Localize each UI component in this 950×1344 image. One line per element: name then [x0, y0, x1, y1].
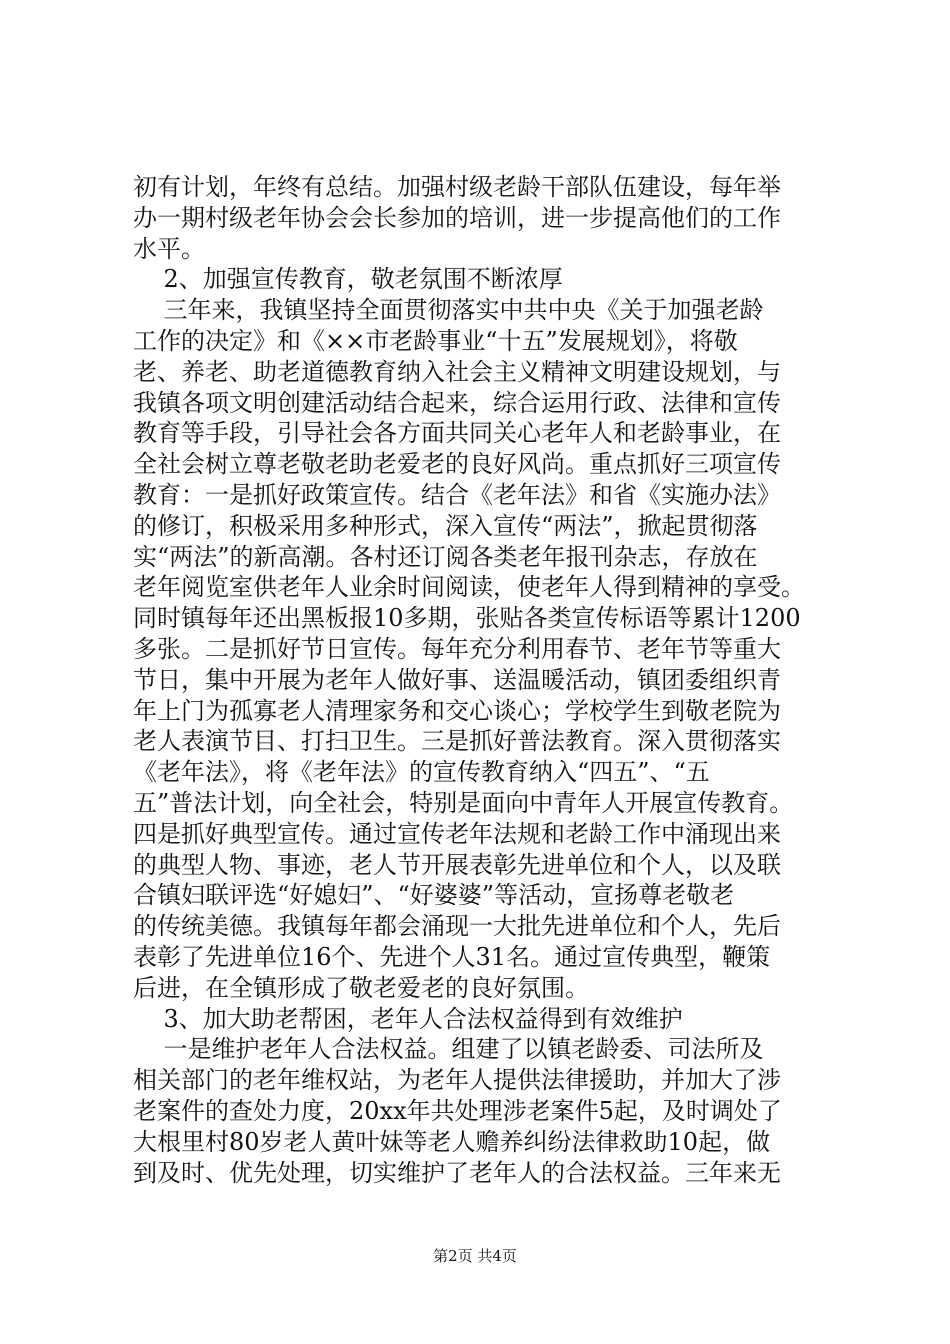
text-line: 表彰了先进单位16个、先进个人31名。通过宣传典型，鞭策 [133, 942, 771, 971]
text-line: 到及时、优先处理，切实维护了老年人的合法权益。三年来无 [133, 1158, 781, 1187]
text-line: 四是抓好典型宣传。通过宣传老年法规和老龄工作中涌现出来 [133, 819, 781, 848]
text-line: 《老年法》，将《老年法》的宣传教育纳入“四五”、“五 [133, 758, 710, 787]
text-line: 的修订，积极采用多种形式，深入宣传“两法”，掀起贯彻落 [133, 511, 758, 540]
text-line: 节日，集中开展为老年人做好事、送温暖活动，镇团委组织青 [133, 665, 781, 694]
text-line: 初有计划，年终有总结。加强村级老龄干部队伍建设，每年举 [133, 173, 781, 201]
text-line: 教育等手段，引导社会各方面共同关心老年人和老龄事业，在 [133, 419, 781, 448]
page-footer [0, 1246, 950, 1266]
text-line: 一是维护老年人合法权益。组建了以镇老龄委、司法所及 [133, 1035, 764, 1064]
text-line: 水平。 [133, 234, 205, 263]
text-line: 全社会树立尊老敬老助老爱老的良好风尚。重点抓好三项宣传 [133, 450, 781, 479]
text-line: 后进，在全镇形成了敬老爱老的良好氛围。 [133, 973, 589, 1002]
text-line: 多张。二是抓好节日宣传。每年充分利用春节、老年节等重大 [133, 634, 781, 663]
text-line: 老年阅览室供老年人业余时间阅读，使老年人得到精神的享受。 [133, 573, 805, 602]
text-line: 工作的决定》和《××市老龄事业“十五”发展规划》，将敬 [133, 326, 738, 355]
text-line: 相关部门的老年维权站，为老年人提供法律援助，并加大了涉 [133, 1066, 781, 1095]
text-line: 我镇各项文明创建活动结合起来，综合运用行政、法律和宣传 [133, 388, 781, 417]
text-line: 年上门为孤寡老人清理家务和交心谈心；学校学生到敬老院为 [133, 696, 781, 725]
text-line: 的传统美德。我镇每年都会涌现一大批先进单位和个人，先后 [133, 912, 781, 941]
text-line: 五”普法计划，向全社会，特别是面向中青年人开展宣传教育。 [133, 788, 794, 817]
text-line: 同时镇每年还出黑板报10多期，张贴各类宣传标语等累计1200 [133, 604, 801, 633]
document-body [133, 172, 833, 1188]
text-line: 教育：一是抓好政策宣传。结合《老年法》和省《实施办法》 [133, 480, 781, 509]
text-line: 三年来，我镇坚持全面贯彻落实中共中央《关于加强老龄 [133, 296, 764, 325]
text-line: 老人表演节目、打扫卫生。三是抓好普法教育。深入贯彻落实 [133, 727, 781, 756]
text-line: 合镇妇联评选“好媳妇”、“好婆婆”等活动，宣扬尊老敬老 [133, 881, 735, 910]
text-line: 实“两法”的新高潮。各村还订阅各类老年报刊杂志，存放在 [133, 542, 758, 571]
text-line: 大根里村80岁老人黄叶妹等老人赡养纠纷法律救助10起，做 [133, 1127, 771, 1156]
section-heading: 2、加强宣传教育，敬老氛围不断浓厚 [133, 265, 563, 294]
text-line: 老、养老、助老道德教育纳入社会主义精神文明建设规划，与 [133, 357, 781, 386]
text-line: 办一期村级老年协会会长参加的培训，进一步提高他们的工作 [133, 203, 781, 232]
text-line: 的典型人物、事迹，老人节开展表彰先进单位和个人，以及联 [133, 850, 781, 879]
text-line: 老案件的查处力度，20xx年共处理涉老案件5起，及时调处了 [133, 1096, 782, 1125]
section-heading: 3、加大助老帮困，老年人合法权益得到有效维护 [133, 1004, 683, 1033]
page-number-label: 第2页 共4页 [433, 1247, 517, 1265]
